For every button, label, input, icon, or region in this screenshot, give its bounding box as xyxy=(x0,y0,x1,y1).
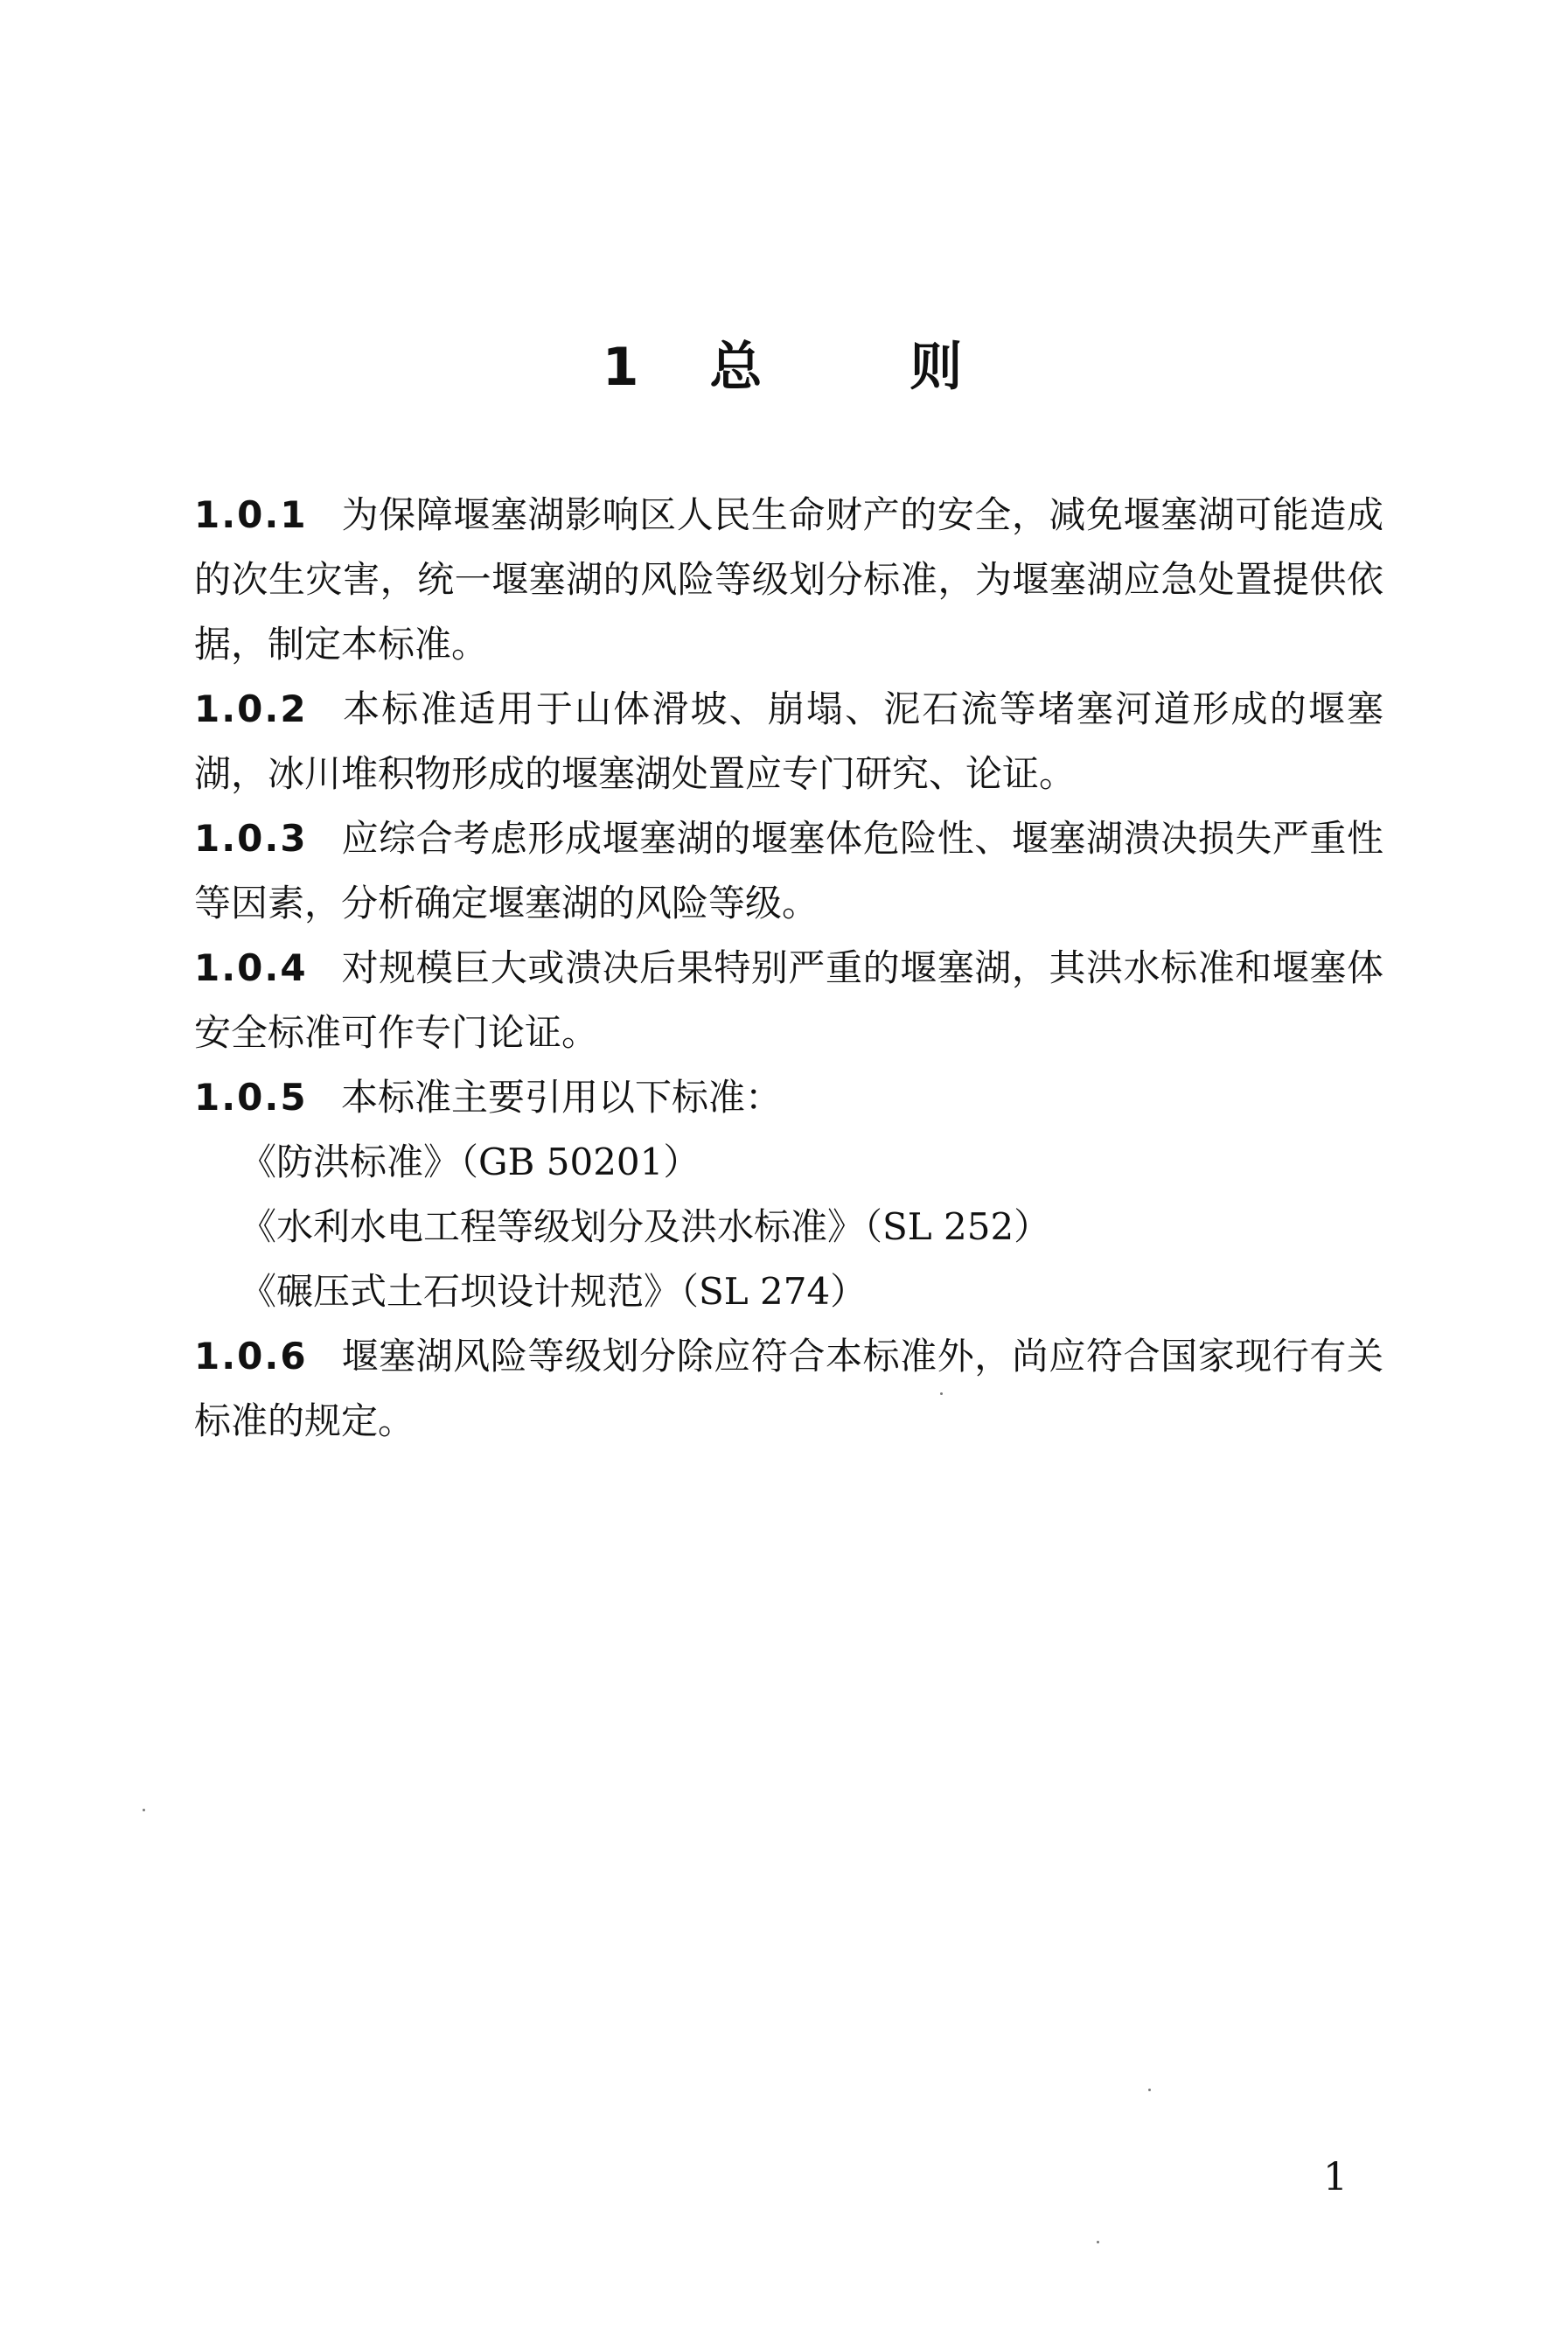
clause-1-0-4 xyxy=(194,936,1383,1065)
scan-speck xyxy=(1148,2089,1151,2091)
chapter-title-char-2: 则 xyxy=(909,337,966,398)
clause-text: 为保障堰塞湖影响区人民生命财产的安全，减免堰塞湖可能造成的次生灾害，统一堰塞湖的风险等级划分标准，为堰塞湖应急处置提供依据，制定本标准。 xyxy=(194,493,1383,666)
clause-1-0-6 xyxy=(194,1324,1383,1454)
referenced-standards-list xyxy=(194,1130,1383,1324)
clause-number: 1.0.2 xyxy=(194,687,308,730)
chapter-number: 1 xyxy=(602,337,643,398)
clause-number: 1.0.1 xyxy=(194,493,308,536)
clause-1-0-2 xyxy=(194,677,1383,806)
reference-item: 《水利水电工程等级划分及洪水标准》（SL 252） xyxy=(240,1205,1051,1248)
chapter-title xyxy=(0,325,1568,401)
clause-number: 1.0.6 xyxy=(194,1335,308,1378)
clause-number: 1.0.3 xyxy=(194,817,308,860)
clause-text: 本标准主要引用以下标准： xyxy=(341,1076,783,1119)
clause-number: 1.0.4 xyxy=(194,946,308,989)
clause-text: 堰塞湖风险等级划分除应符合本标准外，尚应符合国家现行有关标准的规定。 xyxy=(194,1335,1383,1442)
chapter-body xyxy=(194,483,1383,1454)
scan-speck xyxy=(1097,2241,1099,2243)
page-number: 1 xyxy=(1323,2155,1348,2200)
clause-1-0-3 xyxy=(194,806,1383,936)
clause-number: 1.0.5 xyxy=(194,1076,308,1119)
scan-speck xyxy=(940,1392,943,1395)
reference-item: 《碾压式土石坝设计规范》（SL 274） xyxy=(240,1270,868,1313)
chapter-title-char-1: 总 xyxy=(709,337,766,398)
reference-item: 《防洪标准》（GB 50201） xyxy=(240,1141,700,1183)
clause-text: 本标准适用于山体滑坡、崩塌、泥石流等堵塞河道形成的堰塞湖，冰川堆积物形成的堰塞湖处置应专门研究、论证。 xyxy=(194,687,1383,795)
scan-speck xyxy=(143,1809,145,1811)
clause-1-0-1 xyxy=(194,483,1383,677)
clause-1-0-5 xyxy=(194,1065,1383,1130)
clause-text: 应综合考虑形成堰塞湖的堰塞体危险性、堰塞湖溃决损失严重性等因素，分析确定堰塞湖的风险等级。 xyxy=(194,817,1383,924)
clause-text: 对规模巨大或溃决后果特别严重的堰塞湖，其洪水标准和堰塞体安全标准可作专门论证。 xyxy=(194,946,1383,1054)
